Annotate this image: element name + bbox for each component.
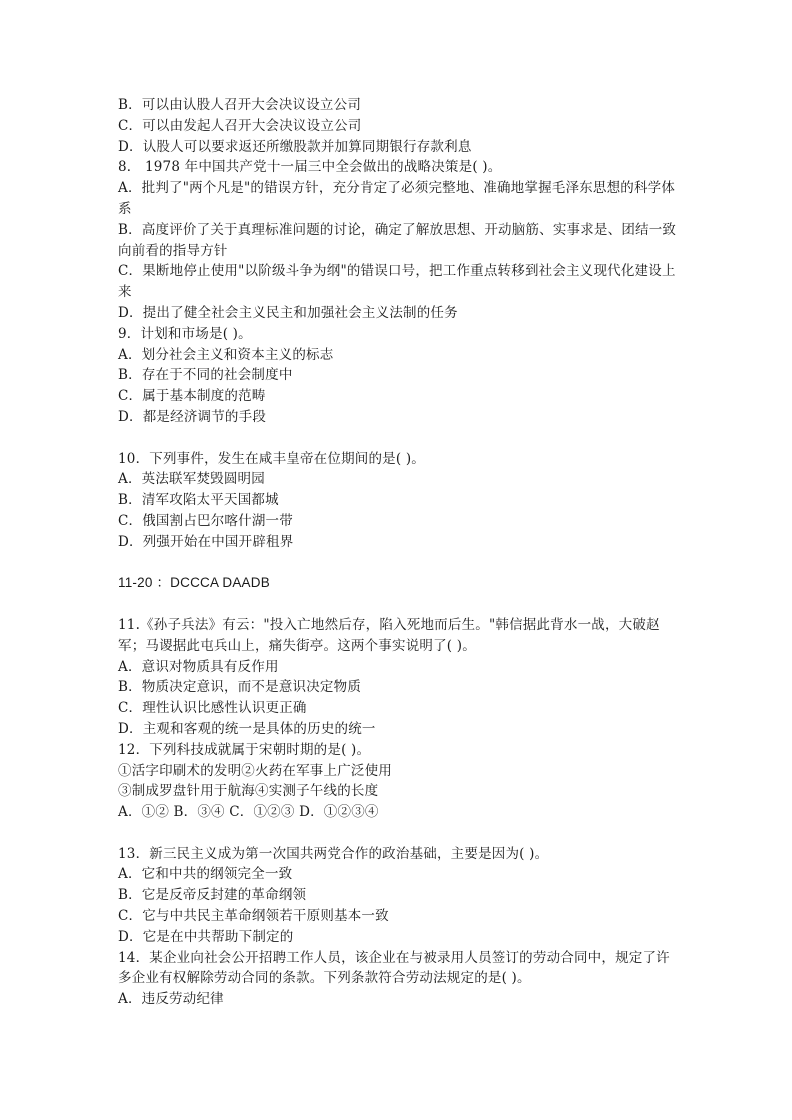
question-12: 12．下列科技成就属于宋朝时期的是( )。: [118, 741, 371, 758]
option-a-q9: A．划分社会主义和资本主义的标志: [118, 346, 334, 363]
option-d-q11: D．主观和客观的统一是具体的历史的统一: [118, 720, 376, 737]
option-b-q13: B．它是反帝反封建的革命纲领: [118, 887, 307, 904]
option-c-q7: C．可以由发起人召开大会决议设立公司: [118, 117, 362, 134]
option-c-q9: C．属于基本制度的范畴: [118, 388, 266, 405]
question-12-items-2: ③制成罗盘针用于航海④实测子午线的长度: [118, 783, 379, 800]
option-d-q9: D．都是经济调节的手段: [118, 408, 267, 425]
question-14: 14．某企业向社会公开招聘工作人员，该企业在与被录用人员签订的劳动合同中，规定了许多企业有权解除劳动合同的条款。下列条款符合劳动法规定的是( )。: [118, 949, 670, 987]
option-d-q13: D．它是在中共帮助下制定的: [118, 928, 294, 945]
option-b-q10: B．清军攻陷太平天国都城: [118, 492, 279, 509]
blank-line: [118, 428, 678, 449]
option-a-q13: A．它和中共的纲领完全一致: [118, 866, 293, 883]
option-d-q10: D．列强开始在中国开辟租界: [118, 533, 294, 550]
answer-key-11-20: 11-20 ：DCCCA DAADB: [118, 575, 270, 591]
document-page: [118, 95, 678, 1010]
blank-line: [118, 594, 678, 615]
option-c-q8: C．果断地停止使用"以阶级斗争为纲"的错误口号，把工作重点转移到社会主义现代化建设上来: [118, 263, 676, 301]
blank-line: [118, 823, 678, 844]
option-a-q11: A．意识对物质具有反作用: [118, 658, 279, 675]
question-12-items-1: ①活字印刷术的发明②火药在军事上广泛使用: [118, 762, 392, 779]
option-b-q11: B．物质决定意识，而不是意识决定物质: [118, 679, 362, 696]
option-c-q13: C．它与中共民主革命纲领若干原则基本一致: [118, 908, 389, 925]
option-a-q8: A．批判了"两个凡是"的错误方针，充分肯定了必须完整地、准确地掌握毛泽东思想的科学体系: [118, 180, 676, 217]
option-c-q10: C．俄国割占巴尔喀什湖一带: [118, 512, 293, 529]
option-a-q14: A．违反劳动纪律: [118, 991, 224, 1008]
option-b-q8: B．高度评价了关于真理标准问题的讨论，确定了解放思想、开动脑筋、实事求是、团结一致向前看的指导方针: [118, 221, 677, 259]
question-8: 8． 1978 年中国共产党十一届三中全会做出的战略决策是( )。: [118, 159, 502, 176]
options-q12: A．①② B．③④ C．①②③ D．①②③④: [118, 804, 379, 821]
question-13: 13．新三民主义成为第一次国共两党合作的政治基础，主要是因为( )。: [118, 845, 549, 862]
blank-line: [118, 553, 678, 574]
option-c-q11: C．理性认识比感性认识更正确: [118, 700, 307, 717]
question-9: 9．计划和市场是( )。: [118, 325, 252, 342]
option-b-q9: B．存在于不同的社会制度中: [118, 367, 293, 384]
option-d-q7: D．认股人可以要求返还所缴股款并加算同期银行存款利息: [118, 138, 472, 155]
option-d-q8: D．提出了健全社会主义民主和加强社会主义法制的任务: [118, 304, 458, 321]
option-b-q7: B．可以由认股人召开大会决议设立公司: [118, 97, 362, 113]
question-11: 11.《孙子兵法》有云："投入亡地然后存，陷入死地而后生。"韩信据此背水一战，大破赵军；马谡据此屯兵山上，痛失街亭。这两个事实说明了( )。: [118, 616, 660, 654]
option-a-q10: A．英法联军焚毁圆明园: [118, 471, 265, 488]
question-10: 10．下列事件，发生在咸丰皇帝在位期间的是( )。: [118, 450, 426, 467]
